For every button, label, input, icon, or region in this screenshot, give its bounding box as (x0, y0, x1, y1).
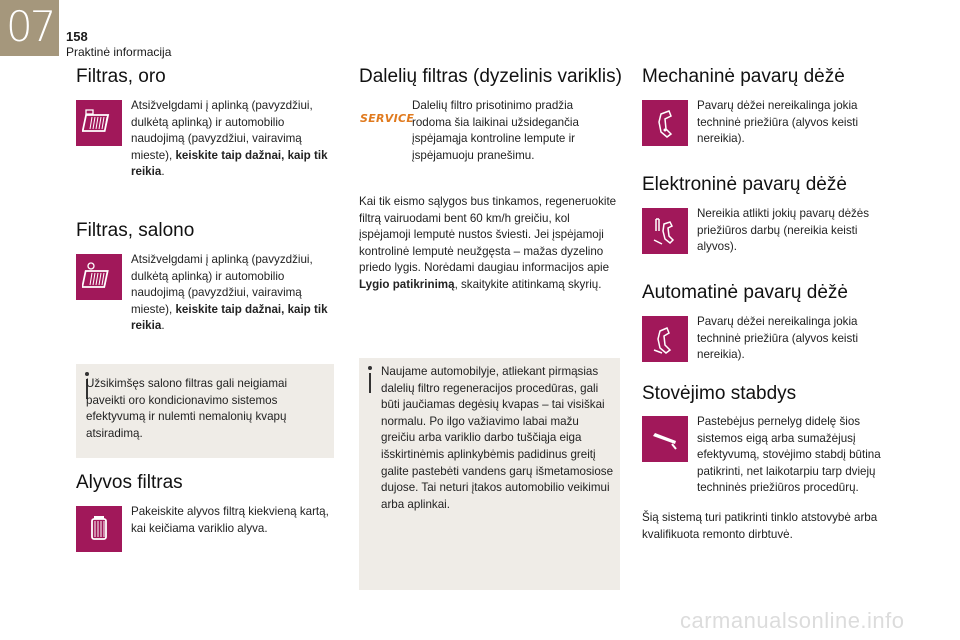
parking-brake-text: Pastebėjus pernelyg didelę šios sistemos eigą arba sumažėjusį efektyvumą, stovėjimo stabdį būtina patikrinti, net laikotarpiu tarp dviejų techninės priežiūros procedūrų. (697, 415, 881, 495)
manual-gearbox-icon (642, 100, 688, 146)
oil-filter-icon (76, 506, 122, 552)
cabin-filter-note-text: Užsikimšęs salono filtras gali neigiamai paveikti oro kondicionavimo sistemos efektyvumą ir nulemti nemalonių kvapų atsiradimą. (86, 377, 288, 440)
heading-cabin-filter: Filtras, salono (76, 220, 195, 241)
parking-brake-icon (642, 416, 688, 462)
heading-automatic-gearbox: Automatinė pavarų dėžė (642, 282, 848, 303)
air-filter-text: Atsižvelgdami į aplinką (pavyzdžiui, dulkėtą aplinką) ir automobilio naudojimą (pavyzdžiui, vairavimą mieste), keiskite taip dažnai, kaip tik reikia. (131, 99, 328, 179)
air-filter-icon (76, 100, 122, 146)
automatic-gearbox-text: Pavarų dėžei nereikalinga jokia techninė priežiūra (alyvos keisti nereikia). (697, 315, 859, 362)
page-number: 158 (66, 29, 88, 44)
cabin-filter-note (76, 364, 334, 458)
service-warning-icon: SERVICE (360, 112, 415, 125)
oil-filter-text: Pakeiskite alyvos filtrą kiekvieną kartą, kai keičiama variklio alyva. (131, 505, 329, 535)
info-icon (367, 366, 373, 393)
watermark: carmanualsonline.info (680, 608, 905, 633)
parking-brake-closing: Šią sistemą turi patikrinti tinklo atstovybė arba kvalifikuota remonto dirbtuvė. (642, 511, 878, 541)
electronic-gearbox-icon (642, 208, 688, 254)
manual-gearbox-text: Pavarų dėžei nereikalinga jokia techninė priežiūra (alyvos keisti nereikia). (697, 99, 859, 146)
chapter-badge (0, 0, 59, 56)
particle-filter-intro: Dalelių filtro prisotinimo pradžia rodoma šia laikinai užsidegančia įspėjamąja kontroline lempute ir įspėjamuoju pranešimu. (412, 99, 579, 162)
particle-filter-note-text: Naujame automobilyje, atliekant pirmąsias dalelių filtro regeneracijos procedūras, gali būti jaučiamas degėsių kvapas – tai visiškai normalu. Po ilgo važiavimo labai mažu greičiu arba variklio darbo tuščiąja eiga išskirtinėmis aplinkybėmis padidinus greitį galite pastebėti vandens garų išmetamosiose dujose. Tai neturi įtakos automobilio veikimui arba aplinkai. (381, 365, 614, 511)
particle-filter-body: Kai tik eismo sąlygos bus tinkamos, regeneruokite filtrą vairuodami bent 60 km/h greičiu, kol įspėjamoji lemputė nustos šviesti. Jei įspėjamoji kontrolinė lemputė neužgęsta – mažas dyzelino priedo lygis. Norėdami daugiau informacijos apie Lygio patikrinimą, skaitykite atitinkamą skyrių. (359, 195, 617, 291)
electronic-gearbox-text: Nereikia atlikti jokių pavarų dėžės priežiūros darbų (nereikia keisti alyvos). (697, 207, 870, 254)
heading-manual-gearbox: Mechaninė pavarų dėžė (642, 66, 845, 87)
heading-parking-brake: Stovėjimo stabdys (642, 383, 797, 404)
heading-particle-filter: Dalelių filtras (dyzelinis variklis) (359, 66, 622, 87)
automatic-gearbox-icon (642, 316, 688, 362)
cabin-filter-text: Atsižvelgdami į aplinką (pavyzdžiui, dulkėtą aplinką) ir automobilio naudojimą (pavyzdžiui, vairavimą mieste), keiskite taip dažnai, kaip tik reikia. (131, 253, 328, 333)
particle-filter-note (359, 358, 620, 590)
heading-air-filter: Filtras, oro (76, 66, 166, 87)
heading-electronic-gearbox: Elektroninė pavarų dėžė (642, 174, 847, 195)
cabin-filter-icon (76, 254, 122, 300)
chapter-title: Praktinė informacija (66, 45, 172, 59)
chapter-number: 07 (6, 2, 54, 51)
heading-oil-filter: Alyvos filtras (76, 472, 183, 493)
